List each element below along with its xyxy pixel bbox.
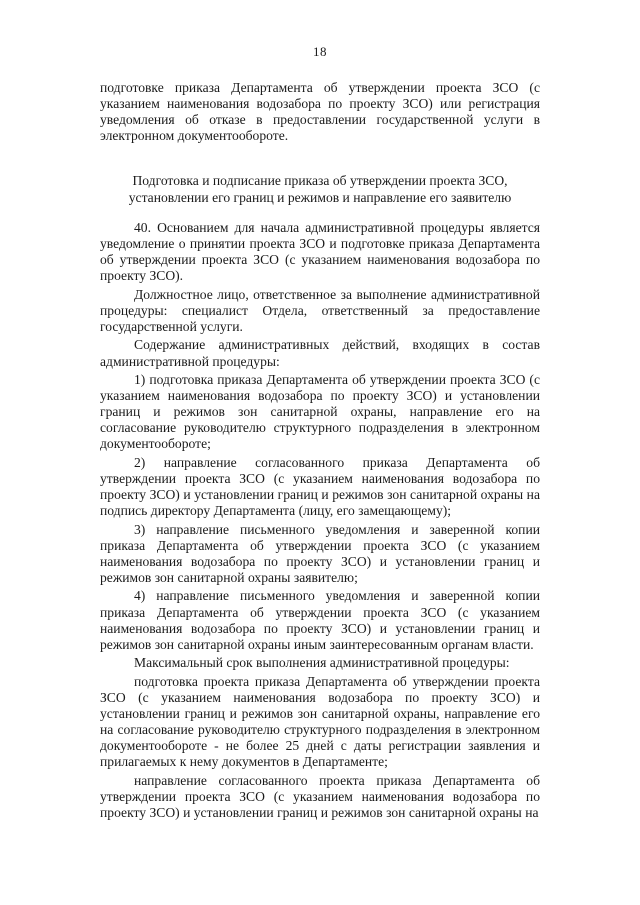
paragraph-actions-intro: Содержание административных действий, входящих в состав административной процедуры: bbox=[100, 337, 540, 369]
list-item-3: 3) направление письменного уведомления и заверенной копии приказа Департамента об утверждении проекта ЗСО (с указанием наименования водозабора по проекту ЗСО) и установлении границ и режимов зон санитарной охраны заявителю; bbox=[100, 521, 540, 585]
list-item-1: 1) подготовка приказа Департамента об утверждении проекта ЗСО (с указанием наименования водозабора по проекту ЗСО) и установлении границ и режимов зон санитарной охраны, направление его на согласование руководителю структурного подразделения в электронном документообороте; bbox=[100, 372, 540, 452]
section-body bbox=[100, 220, 540, 821]
paragraph-term-preparation: подготовка проекта приказа Департамента об утверждении проекта ЗСО (с указанием наименования водозабора по проекту ЗСО) и установлении границ и режимов зон санитарной охраны, направление его на согласование руководителю структурного подразделения в электронном документообороте - не более 25 дней с даты регистрации заявления и прилагаемых к нему документов в Департаменте; bbox=[100, 673, 540, 770]
paragraph-term-sending: направление согласованного проекта приказа Департамента об утверждении проекта ЗСО (с указанием наименования водозабора по проекту ЗСО) и установлении границ и режимов зон санитарной охраны на bbox=[100, 772, 540, 820]
paragraph-max-term: Максимальный срок выполнения административной процедуры: bbox=[134, 655, 510, 671]
paragraph-40-basis: 40. Основанием для начала административной процедуры является уведомление о принятии проекта ЗСО и подготовке приказа Департамента об утверждении проекта ЗСО (с указанием наименования водозабора по проекту ЗСО). bbox=[100, 220, 540, 284]
page-number: 18 bbox=[313, 44, 327, 59]
list-item-2: 2) направление согласованного приказа Департамента об утверждении проекта ЗСО (с указанием наименования водозабора по проекту ЗСО) и установлении границ и режимов зон санитарной охраны на подпись директору Департамента (лицу, его замещающему); bbox=[100, 454, 540, 519]
section-heading: Подготовка и подписание приказа об утверждении проекта ЗСО, установлении его границ и режимов и направление его заявителю bbox=[128, 173, 512, 205]
list-item-4: 4) направление письменного уведомления и заверенной копии приказа Департамента об утверждении проекта ЗСО (с указанием наименования водозабора по проекту ЗСО) и установлении границ и режимов зон санитарной охраны иным заинтересованным органам власти. bbox=[100, 588, 540, 652]
intro-paragraph: подготовке приказа Департамента об утверждении проекта ЗСО (с указанием наименования водозабора по проекту ЗСО) или регистрация уведомления об отказе в предоставлении государственной услуги в электронном документообороте. bbox=[100, 80, 540, 144]
paragraph-responsible-official: Должностное лицо, ответственное за выполнение административной процедуры: специалист Отдела, ответственный за предоставление государственной услуги. bbox=[100, 286, 540, 334]
